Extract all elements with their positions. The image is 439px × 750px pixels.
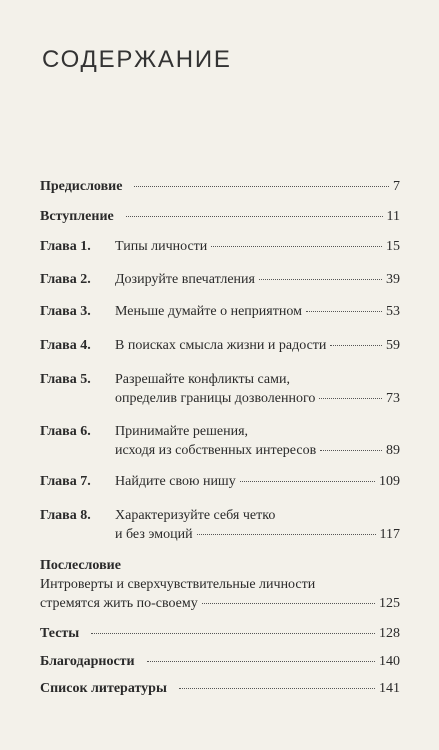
- toc-label: Глава 1.: [40, 239, 91, 254]
- toc-entry-afterword[interactable]: [40, 556, 400, 613]
- toc-title-line-2: исходя из собственных интересов: [115, 443, 317, 458]
- toc-entry-chapter-2[interactable]: [40, 270, 400, 289]
- toc-label: Вступление: [40, 209, 114, 224]
- toc-label: Список литературы: [40, 681, 167, 696]
- toc-page-number: 89: [386, 443, 400, 458]
- toc-page-number: 73: [386, 391, 400, 406]
- toc-page-number: 117: [379, 527, 400, 542]
- toc-title-line-2: и без эмоций: [115, 527, 193, 542]
- toc-label: Глава 4.: [40, 338, 91, 353]
- toc-page-number: 109: [379, 474, 400, 489]
- toc-title-line-1: Принимайте решения,: [115, 424, 249, 439]
- leader-dots: [197, 533, 376, 535]
- toc-entry-tests[interactable]: [40, 624, 400, 643]
- toc-page-number: 140: [379, 654, 400, 669]
- toc-entry-preface[interactable]: [40, 177, 400, 196]
- toc-label: Глава 3.: [40, 304, 91, 319]
- leader-dots: [330, 344, 382, 346]
- toc-title-line-1: Интроверты и сверхчувствительные личности: [40, 577, 316, 592]
- toc-label: Глава 2.: [40, 272, 91, 287]
- toc-entry-chapter-7[interactable]: [40, 472, 400, 491]
- toc-entry-chapter-5[interactable]: [40, 370, 400, 408]
- toc-title: Меньше думайте о неприятном: [115, 304, 302, 319]
- leader-dots: [202, 602, 375, 604]
- toc-title: Дозируйте впечатления: [115, 272, 255, 287]
- toc-label: Тесты: [40, 626, 80, 641]
- toc-label: Глава 8.: [40, 508, 91, 523]
- leader-dots: [319, 397, 382, 399]
- toc-entry-references[interactable]: [40, 679, 400, 698]
- toc-page-number: 7: [393, 179, 400, 194]
- page-title: СОДЕРЖАНИЕ: [42, 46, 232, 73]
- leader-dots: [134, 185, 389, 187]
- leader-dots: [91, 632, 375, 634]
- toc-label: Глава 5.: [40, 372, 91, 387]
- toc-label: Благодарности: [40, 654, 135, 669]
- toc-page-number: 141: [379, 681, 400, 696]
- toc-page-number: 125: [379, 596, 400, 611]
- leader-dots: [259, 278, 382, 280]
- toc-page-number: 59: [386, 338, 400, 353]
- toc-entry-chapter-1[interactable]: [40, 237, 400, 256]
- toc-title: В поисках смысла жизни и радости: [115, 338, 327, 353]
- toc-page-number: 53: [386, 304, 400, 319]
- leader-dots: [147, 660, 375, 662]
- leader-dots: [240, 480, 375, 482]
- toc-entry-chapter-8[interactable]: [40, 506, 400, 544]
- toc-title: Найдите свою нишу: [115, 474, 236, 489]
- toc-title: Типы личности: [115, 239, 208, 254]
- toc-entry-intro[interactable]: [40, 207, 400, 226]
- toc-label: Глава 7.: [40, 474, 91, 489]
- toc-title-line-2: стремятся жить по-своему: [40, 596, 198, 611]
- toc-title-line-2: определив границы дозволенного: [115, 391, 316, 406]
- toc-entry-chapter-3[interactable]: [40, 302, 400, 321]
- leader-dots: [211, 245, 382, 247]
- toc-title-line-1: Характеризуйте себя четко: [115, 508, 276, 523]
- leader-dots: [320, 449, 382, 451]
- toc-label: Предисловие: [40, 179, 123, 194]
- toc-entry-acknowledgements[interactable]: [40, 652, 400, 671]
- toc-title-line-1: Разрешайте конфликты сами,: [115, 372, 290, 387]
- toc-page-number: 15: [386, 239, 400, 254]
- toc-page-number: 39: [386, 272, 400, 287]
- leader-dots: [126, 215, 383, 217]
- toc-label: Глава 6.: [40, 424, 91, 439]
- leader-dots: [179, 687, 375, 689]
- toc-page-number: 11: [386, 209, 400, 224]
- toc-entry-chapter-4[interactable]: [40, 336, 400, 355]
- toc-page-number: 128: [379, 626, 400, 641]
- toc-label: Послесловие: [40, 558, 121, 573]
- leader-dots: [306, 310, 382, 312]
- toc-entry-chapter-6[interactable]: [40, 422, 400, 460]
